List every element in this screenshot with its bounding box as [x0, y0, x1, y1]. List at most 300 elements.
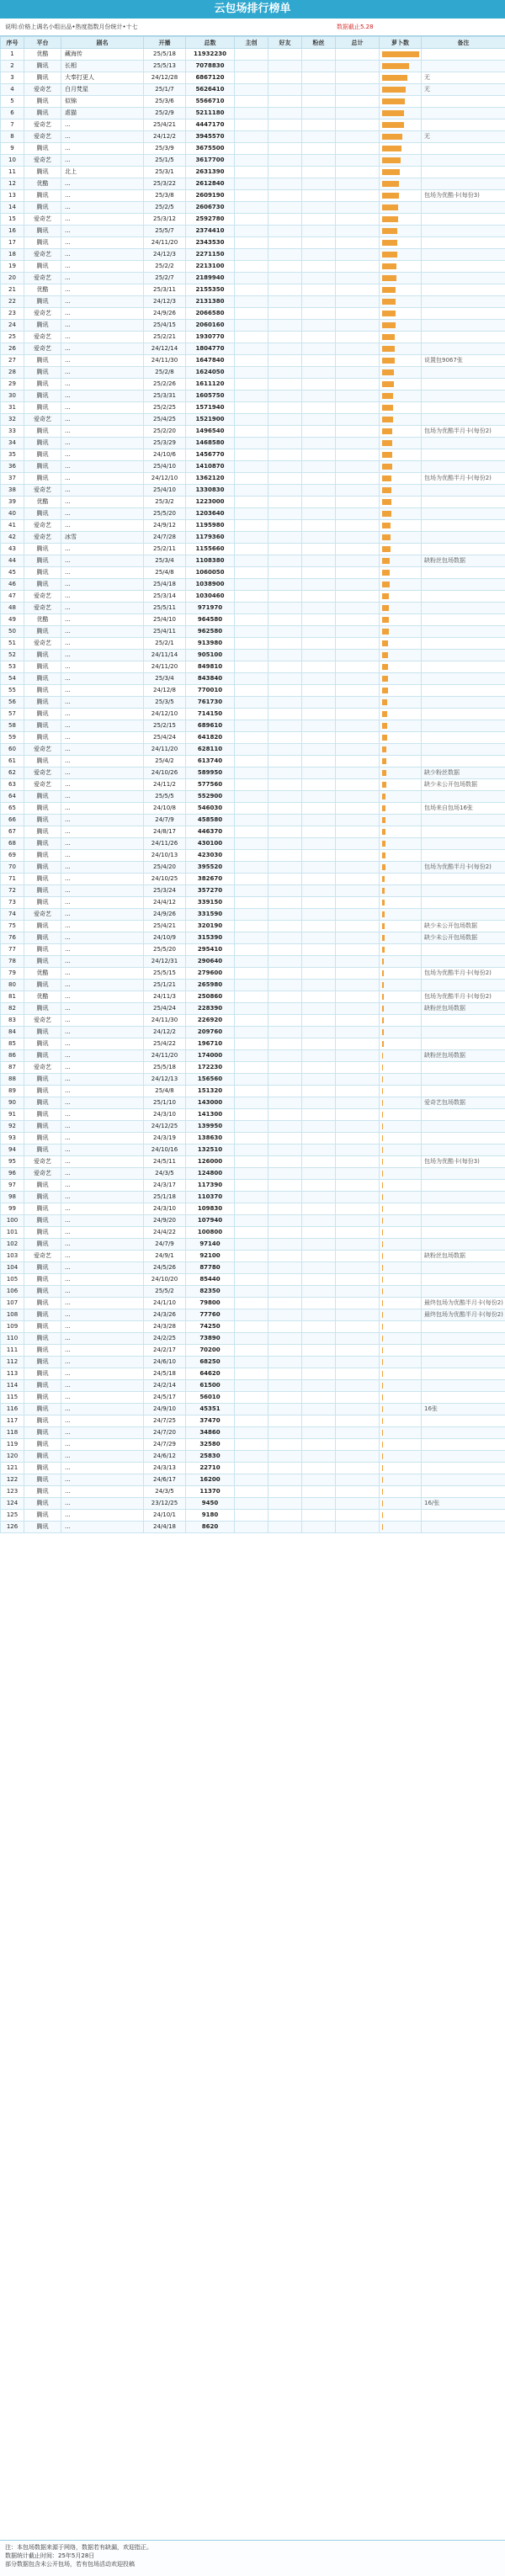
cell-main [235, 449, 268, 461]
cell-start: 25/1/18 [144, 1192, 186, 1203]
cell-bar [380, 579, 422, 591]
cell-name: ... [61, 862, 144, 874]
cell-start: 24/7/25 [144, 1415, 186, 1427]
cell-main [235, 532, 268, 544]
cell-note: 缺少粉丝数据 [422, 767, 505, 779]
cell-bar [380, 178, 422, 190]
cell-main [235, 438, 268, 449]
cell-total: 357270 [186, 885, 235, 897]
cell-note [422, 108, 505, 120]
cell-note [422, 49, 505, 61]
bar-fill [382, 98, 405, 104]
cell-no: 87 [1, 1062, 24, 1074]
cell-start: 24/4/12 [144, 897, 186, 909]
cell-no: 76 [1, 932, 24, 944]
cell-friends [268, 343, 302, 355]
cell-name: ... [61, 744, 144, 756]
cell-note [422, 1368, 505, 1380]
bar-fill [382, 676, 388, 682]
cell-total: 107940 [186, 1215, 235, 1227]
cell-friends [268, 143, 302, 155]
bar-fill [382, 1489, 383, 1495]
cell-friends [268, 956, 302, 968]
cell-sum [336, 1251, 380, 1262]
cell-no: 7 [1, 120, 24, 131]
cell-bar [380, 390, 422, 402]
cell-name: ... [61, 1121, 144, 1133]
cell-sum [336, 1003, 380, 1015]
bar-fill [382, 1088, 383, 1094]
cell-bar [380, 732, 422, 744]
cell-sum [336, 1156, 380, 1168]
cell-note [422, 697, 505, 709]
cell-sum [336, 367, 380, 379]
cell-main [235, 61, 268, 72]
cell-note [422, 1203, 505, 1215]
cell-platform: 腾讯 [24, 1286, 61, 1298]
cell-start: 25/3/22 [144, 178, 186, 190]
cell-sum [336, 1133, 380, 1145]
cell-start: 25/4/10 [144, 485, 186, 497]
bar-fill [382, 452, 392, 458]
cell-note [422, 1133, 505, 1145]
cell-total: 2609190 [186, 190, 235, 202]
cell-platform: 爱奇艺 [24, 767, 61, 779]
cell-name: ... [61, 143, 144, 155]
cell-platform: 腾讯 [24, 1321, 61, 1333]
cell-no: 99 [1, 1203, 24, 1215]
cell-start: 24/1/10 [144, 1298, 186, 1309]
cell-fans [302, 932, 336, 944]
cell-sum [336, 1498, 380, 1510]
cell-start: 24/9/26 [144, 308, 186, 320]
cell-start: 25/5/13 [144, 61, 186, 72]
bar-fill [382, 770, 386, 776]
cell-note [422, 1180, 505, 1192]
cell-no: 100 [1, 1215, 24, 1227]
cell-main [235, 1074, 268, 1086]
cell-main [235, 909, 268, 921]
cell-friends [268, 885, 302, 897]
cell-fans [302, 426, 336, 438]
cell-fans [302, 862, 336, 874]
cell-bar [380, 826, 422, 838]
cell-name: ... [61, 673, 144, 685]
cell-main [235, 1274, 268, 1286]
cell-friends [268, 249, 302, 261]
cell-total: 97140 [186, 1239, 235, 1251]
cell-main [235, 497, 268, 508]
table-row [1, 1015, 505, 1027]
bar-fill [382, 1265, 383, 1271]
cell-friends [268, 367, 302, 379]
cell-no: 109 [1, 1321, 24, 1333]
table-row [1, 1038, 505, 1050]
cell-start: 25/5/20 [144, 508, 186, 520]
cell-start: 25/3/1 [144, 167, 186, 178]
cell-name: ... [61, 1215, 144, 1227]
cell-name: ... [61, 897, 144, 909]
cell-total: 3675500 [186, 143, 235, 155]
cell-total: 265980 [186, 980, 235, 991]
cell-note: 包场为优酷半月卡(每份2) [422, 473, 505, 485]
cell-total: 1179360 [186, 532, 235, 544]
cell-bar [380, 1368, 422, 1380]
cell-sum [336, 850, 380, 862]
cell-fans [302, 838, 336, 850]
cell-no: 4 [1, 84, 24, 96]
cell-start: 24/10/9 [144, 932, 186, 944]
table-row [1, 402, 505, 414]
cell-note [422, 1522, 505, 1533]
cell-bar [380, 332, 422, 343]
cell-platform: 腾讯 [24, 944, 61, 956]
cell-note: 无 [422, 72, 505, 84]
cell-platform: 爱奇艺 [24, 1156, 61, 1168]
table-row [1, 120, 505, 131]
cell-name: ... [61, 709, 144, 720]
cell-platform: 腾讯 [24, 838, 61, 850]
cell-friends [268, 1368, 302, 1380]
cell-total: 905100 [186, 650, 235, 661]
cell-friends [268, 1510, 302, 1522]
cell-total: 1496540 [186, 426, 235, 438]
cell-start: 24/10/26 [144, 767, 186, 779]
cell-fans [302, 1038, 336, 1050]
cell-sum [336, 1074, 380, 1086]
cell-sum [336, 1145, 380, 1156]
cell-total: 552900 [186, 791, 235, 803]
table-row [1, 438, 505, 449]
cell-sum [336, 661, 380, 673]
cell-name: ... [61, 1239, 144, 1251]
cell-total: 132510 [186, 1145, 235, 1156]
cell-platform: 腾讯 [24, 567, 61, 579]
cell-total: 74250 [186, 1321, 235, 1333]
cell-main [235, 732, 268, 744]
cell-start: 24/12/31 [144, 956, 186, 968]
cell-bar [380, 791, 422, 803]
cell-fans [302, 544, 336, 555]
cell-start: 25/5/18 [144, 1062, 186, 1074]
cell-main [235, 1474, 268, 1486]
cell-fans [302, 414, 336, 426]
cell-start: 24/4/18 [144, 1522, 186, 1533]
cell-total: 1330830 [186, 485, 235, 497]
cell-main [235, 767, 268, 779]
cell-platform: 腾讯 [24, 508, 61, 520]
cell-no: 79 [1, 968, 24, 980]
cell-total: 1930770 [186, 332, 235, 343]
table-row [1, 1262, 505, 1274]
cell-note [422, 1027, 505, 1038]
cell-platform: 腾讯 [24, 379, 61, 390]
cell-main [235, 226, 268, 237]
table-row [1, 1203, 505, 1215]
cell-friends [268, 1451, 302, 1463]
cell-total: 5566710 [186, 96, 235, 108]
cell-no: 58 [1, 720, 24, 732]
table-row [1, 1121, 505, 1133]
cell-start: 25/2/20 [144, 426, 186, 438]
cell-total: 962580 [186, 626, 235, 638]
cell-platform: 腾讯 [24, 1227, 61, 1239]
table-row [1, 626, 505, 638]
cell-platform: 腾讯 [24, 1074, 61, 1086]
cell-main [235, 1133, 268, 1145]
cell-no: 2 [1, 61, 24, 72]
cell-main [235, 555, 268, 567]
cell-friends [268, 944, 302, 956]
bar-fill [382, 1206, 383, 1212]
cell-fans [302, 1380, 336, 1392]
cell-name: ... [61, 850, 144, 862]
cell-no: 113 [1, 1368, 24, 1380]
cell-fans [302, 638, 336, 650]
bar-fill [382, 582, 390, 587]
cell-name: ... [61, 1109, 144, 1121]
cell-friends [268, 638, 302, 650]
cell-note [422, 1015, 505, 1027]
cell-fans [302, 1486, 336, 1498]
cell-start: 24/10/16 [144, 1145, 186, 1156]
cell-sum [336, 1038, 380, 1050]
cell-bar [380, 190, 422, 202]
cell-note: 包场为优酷半月卡(每份2) [422, 862, 505, 874]
cell-platform: 腾讯 [24, 1415, 61, 1427]
cell-note: 缺少未公开包场数据 [422, 932, 505, 944]
cell-no: 118 [1, 1427, 24, 1439]
cell-name: ... [61, 885, 144, 897]
bar-fill [382, 1182, 383, 1188]
cell-name: ... [61, 980, 144, 991]
cell-note [422, 296, 505, 308]
cell-main [235, 131, 268, 143]
cell-note [422, 1380, 505, 1392]
cell-friends [268, 1345, 302, 1357]
cell-sum [336, 650, 380, 661]
cell-friends [268, 202, 302, 214]
cell-main [235, 296, 268, 308]
cell-friends [268, 1168, 302, 1180]
table-row [1, 226, 505, 237]
cell-platform: 腾讯 [24, 1486, 61, 1498]
cell-total: 156560 [186, 1074, 235, 1086]
cell-platform: 腾讯 [24, 720, 61, 732]
cell-total: 446370 [186, 826, 235, 838]
cell-sum [336, 1486, 380, 1498]
cell-note [422, 838, 505, 850]
cell-no: 105 [1, 1274, 24, 1286]
table-row [1, 520, 505, 532]
cell-start: 24/11/20 [144, 1050, 186, 1062]
cell-sum [336, 1309, 380, 1321]
table-row [1, 1439, 505, 1451]
cell-total: 68250 [186, 1357, 235, 1368]
footer-line: 数据统计截止时间：25年5月28日 [5, 2552, 95, 2559]
bar-fill [382, 1053, 383, 1059]
table-row [1, 508, 505, 520]
cell-name: ... [61, 1415, 144, 1427]
cell-sum [336, 1415, 380, 1427]
cell-total: 22710 [186, 1463, 235, 1474]
cell-sum [336, 237, 380, 249]
cell-platform: 腾讯 [24, 1333, 61, 1345]
cell-fans [302, 1510, 336, 1522]
cell-name: ... [61, 1427, 144, 1439]
cell-bar [380, 61, 422, 72]
bar-fill [382, 216, 398, 222]
table-row [1, 1522, 505, 1533]
cell-total: 843840 [186, 673, 235, 685]
cell-main [235, 1415, 268, 1427]
cell-name: ... [61, 261, 144, 273]
cell-friends [268, 614, 302, 626]
cell-fans [302, 1003, 336, 1015]
cell-name: 藏海传 [61, 49, 144, 61]
cell-platform: 爱奇艺 [24, 155, 61, 167]
cell-name: ... [61, 944, 144, 956]
cell-fans [302, 284, 336, 296]
cell-fans [302, 1404, 336, 1415]
cell-start: 25/4/22 [144, 1038, 186, 1050]
cell-note: 缺粉丝包场数据 [422, 555, 505, 567]
table-row [1, 685, 505, 697]
cell-friends [268, 555, 302, 567]
cell-total: 423030 [186, 850, 235, 862]
cell-note [422, 1321, 505, 1333]
cell-note [422, 273, 505, 284]
bar-fill [382, 263, 396, 269]
table-row [1, 473, 505, 485]
cell-main [235, 815, 268, 826]
cell-main [235, 461, 268, 473]
cell-main [235, 284, 268, 296]
cell-start: 24/5/17 [144, 1392, 186, 1404]
cell-name: ... [61, 909, 144, 921]
bar-fill [382, 1324, 383, 1330]
bar-fill [382, 652, 388, 658]
cell-start: 25/3/11 [144, 284, 186, 296]
cell-note: 缺粉丝包场数据 [422, 1050, 505, 1062]
subtitle-bar [0, 19, 505, 36]
cell-platform: 腾讯 [24, 1121, 61, 1133]
cell-name: ... [61, 1003, 144, 1015]
table-row [1, 390, 505, 402]
cell-platform: 腾讯 [24, 143, 61, 155]
cell-note [422, 661, 505, 673]
cell-bar [380, 131, 422, 143]
cell-friends [268, 520, 302, 532]
cell-name: ... [61, 968, 144, 980]
cell-note [422, 120, 505, 131]
table-row [1, 567, 505, 579]
cell-platform: 腾讯 [24, 1498, 61, 1510]
bar-fill [382, 570, 390, 576]
cell-bar [380, 1050, 422, 1062]
table-row [1, 1298, 505, 1309]
cell-platform: 爱奇艺 [24, 591, 61, 603]
cell-name: ... [61, 1380, 144, 1392]
cell-platform: 腾讯 [24, 661, 61, 673]
cell-fans [302, 1345, 336, 1357]
cell-name: ... [61, 1251, 144, 1262]
cell-main [235, 1427, 268, 1439]
cell-total: 689610 [186, 720, 235, 732]
cell-platform: 腾讯 [24, 1274, 61, 1286]
cell-start: 25/3/4 [144, 555, 186, 567]
cell-fans [302, 1474, 336, 1486]
table-row [1, 1062, 505, 1074]
cell-total: 641820 [186, 732, 235, 744]
cell-platform: 腾讯 [24, 1463, 61, 1474]
cell-total: 2213100 [186, 261, 235, 273]
cell-no: 75 [1, 921, 24, 932]
cell-start: 25/4/2 [144, 756, 186, 767]
cell-sum [336, 485, 380, 497]
cell-friends [268, 390, 302, 402]
cell-platform: 腾讯 [24, 732, 61, 744]
table-row [1, 308, 505, 320]
cell-fans [302, 1522, 336, 1533]
cell-sum [336, 143, 380, 155]
cell-sum [336, 874, 380, 885]
cell-note [422, 1333, 505, 1345]
cell-sum [336, 1522, 380, 1533]
cell-note [422, 1192, 505, 1203]
cell-fans [302, 720, 336, 732]
cell-bar [380, 991, 422, 1003]
cell-name: ... [61, 1522, 144, 1533]
table-row [1, 555, 505, 567]
table-row [1, 614, 505, 626]
cell-friends [268, 1050, 302, 1062]
cell-sum [336, 532, 380, 544]
cell-no: 41 [1, 520, 24, 532]
cell-fans [302, 143, 336, 155]
bar-fill [382, 204, 398, 210]
cell-fans [302, 885, 336, 897]
cell-main [235, 1486, 268, 1498]
table-row [1, 885, 505, 897]
cell-name: ... [61, 1074, 144, 1086]
cell-name: ... [61, 308, 144, 320]
cell-name: 似锦 [61, 96, 144, 108]
table-row [1, 1215, 505, 1227]
cell-no: 24 [1, 320, 24, 332]
cell-fans [302, 709, 336, 720]
cell-main [235, 1015, 268, 1027]
cell-total: 1195980 [186, 520, 235, 532]
cell-name: ... [61, 190, 144, 202]
table-row [1, 956, 505, 968]
cell-sum [336, 1392, 380, 1404]
cell-sum [336, 1286, 380, 1298]
cell-no: 80 [1, 980, 24, 991]
cell-platform: 爱奇艺 [24, 273, 61, 284]
cell-platform: 爱奇艺 [24, 308, 61, 320]
cell-main [235, 108, 268, 120]
cell-fans [302, 1451, 336, 1463]
cell-no: 32 [1, 414, 24, 426]
cell-note [422, 1274, 505, 1286]
cell-start: 24/12/10 [144, 473, 186, 485]
cell-total: 34860 [186, 1427, 235, 1439]
column-header: 好友 [268, 37, 302, 49]
table-row [1, 1321, 505, 1333]
cell-note [422, 1145, 505, 1156]
cell-name: ... [61, 1062, 144, 1074]
